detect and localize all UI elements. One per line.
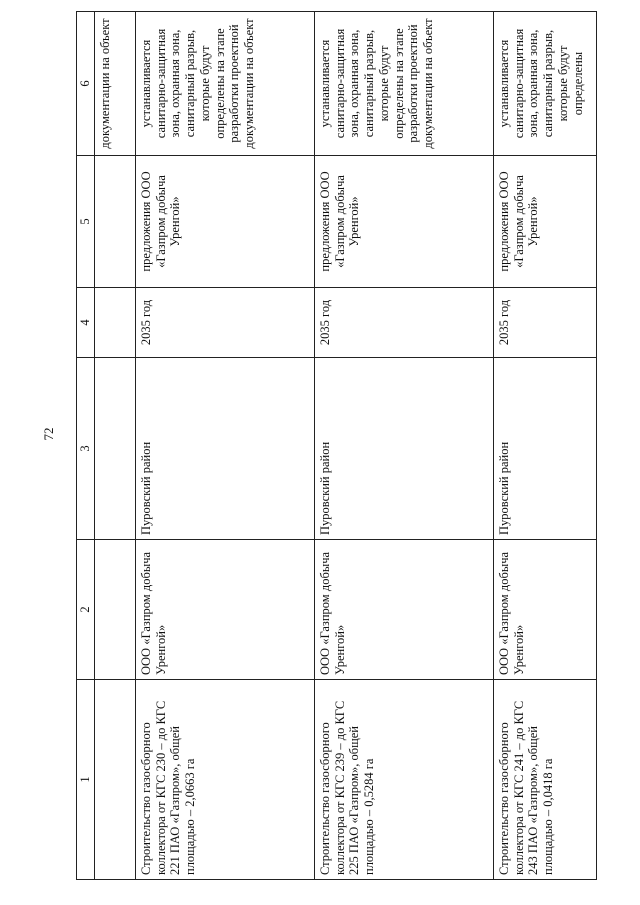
page-number: 72 (41, 427, 56, 441)
column-number-row (77, 12, 95, 880)
zones-cell: устанавливается санитарно-защитная зона, охранная зона, санитарный разрыв, которые будут определены на этапе разработки проектной документации на объект (135, 12, 314, 156)
table-row (314, 12, 493, 880)
year-cell: 2035 год (314, 288, 493, 358)
objects-table (76, 11, 597, 880)
object-name-cell: Строительство газосборного коллектора от КГС 241 – до КГС 243 ПАО «Газпром», общей площадью – 0,0418 га (493, 680, 596, 880)
column-number: 2 (77, 540, 95, 680)
year-cell: 2035 год (135, 288, 314, 358)
organization-cell: ООО «Газпром добыча Уренгой» (135, 540, 314, 680)
rotated-page (76, 12, 586, 880)
year-cell: 2035 год (493, 288, 596, 358)
table-row (493, 12, 596, 880)
district-cell: Пуровский район (314, 358, 493, 540)
basis-cell: предложения ООО «Газпром добыча Уренгой» (493, 156, 596, 288)
district-cell: Пуровский район (135, 358, 314, 540)
column-number: 4 (77, 288, 95, 358)
table-cell (94, 288, 135, 358)
zones-cell: устанавливается санитарно-защитная зона, охранная зона, санитарный разрыв, которые будут определены на этапе разработки проектной документации на объект (314, 12, 493, 156)
organization-cell: ООО «Газпром добыча Уренгой» (493, 540, 596, 680)
column-number: 1 (77, 680, 95, 880)
zones-cell: устанавливается санитарно-защитная зона, охранная зона, санитарный разрыв, которые будут определены (493, 12, 596, 156)
basis-cell: предложения ООО «Газпром добыча Уренгой» (314, 156, 493, 288)
basis-cell: предложения ООО «Газпром добыча Уренгой» (135, 156, 314, 288)
district-cell: Пуровский район (493, 358, 596, 540)
table-cell (94, 156, 135, 288)
column-number: 6 (77, 12, 95, 156)
column-number: 3 (77, 358, 95, 540)
table-cell (94, 540, 135, 680)
object-name-cell: Строительство газосборного коллектора от КГС 230 – до КГС 221 ПАО «Газпром», общей площадью – 2,0663 га (135, 680, 314, 880)
zones-cell: документации на объект (94, 12, 135, 156)
column-number: 5 (77, 156, 95, 288)
organization-cell: ООО «Газпром добыча Уренгой» (314, 540, 493, 680)
object-name-cell: Строительство газосборного коллектора от КГС 239 – до КГС 225 ПАО «Газпром», общей площадью – 0,5284 га (314, 680, 493, 880)
continuation-row (94, 12, 135, 880)
table-cell (94, 680, 135, 880)
table-row (135, 12, 314, 880)
table-cell (94, 358, 135, 540)
